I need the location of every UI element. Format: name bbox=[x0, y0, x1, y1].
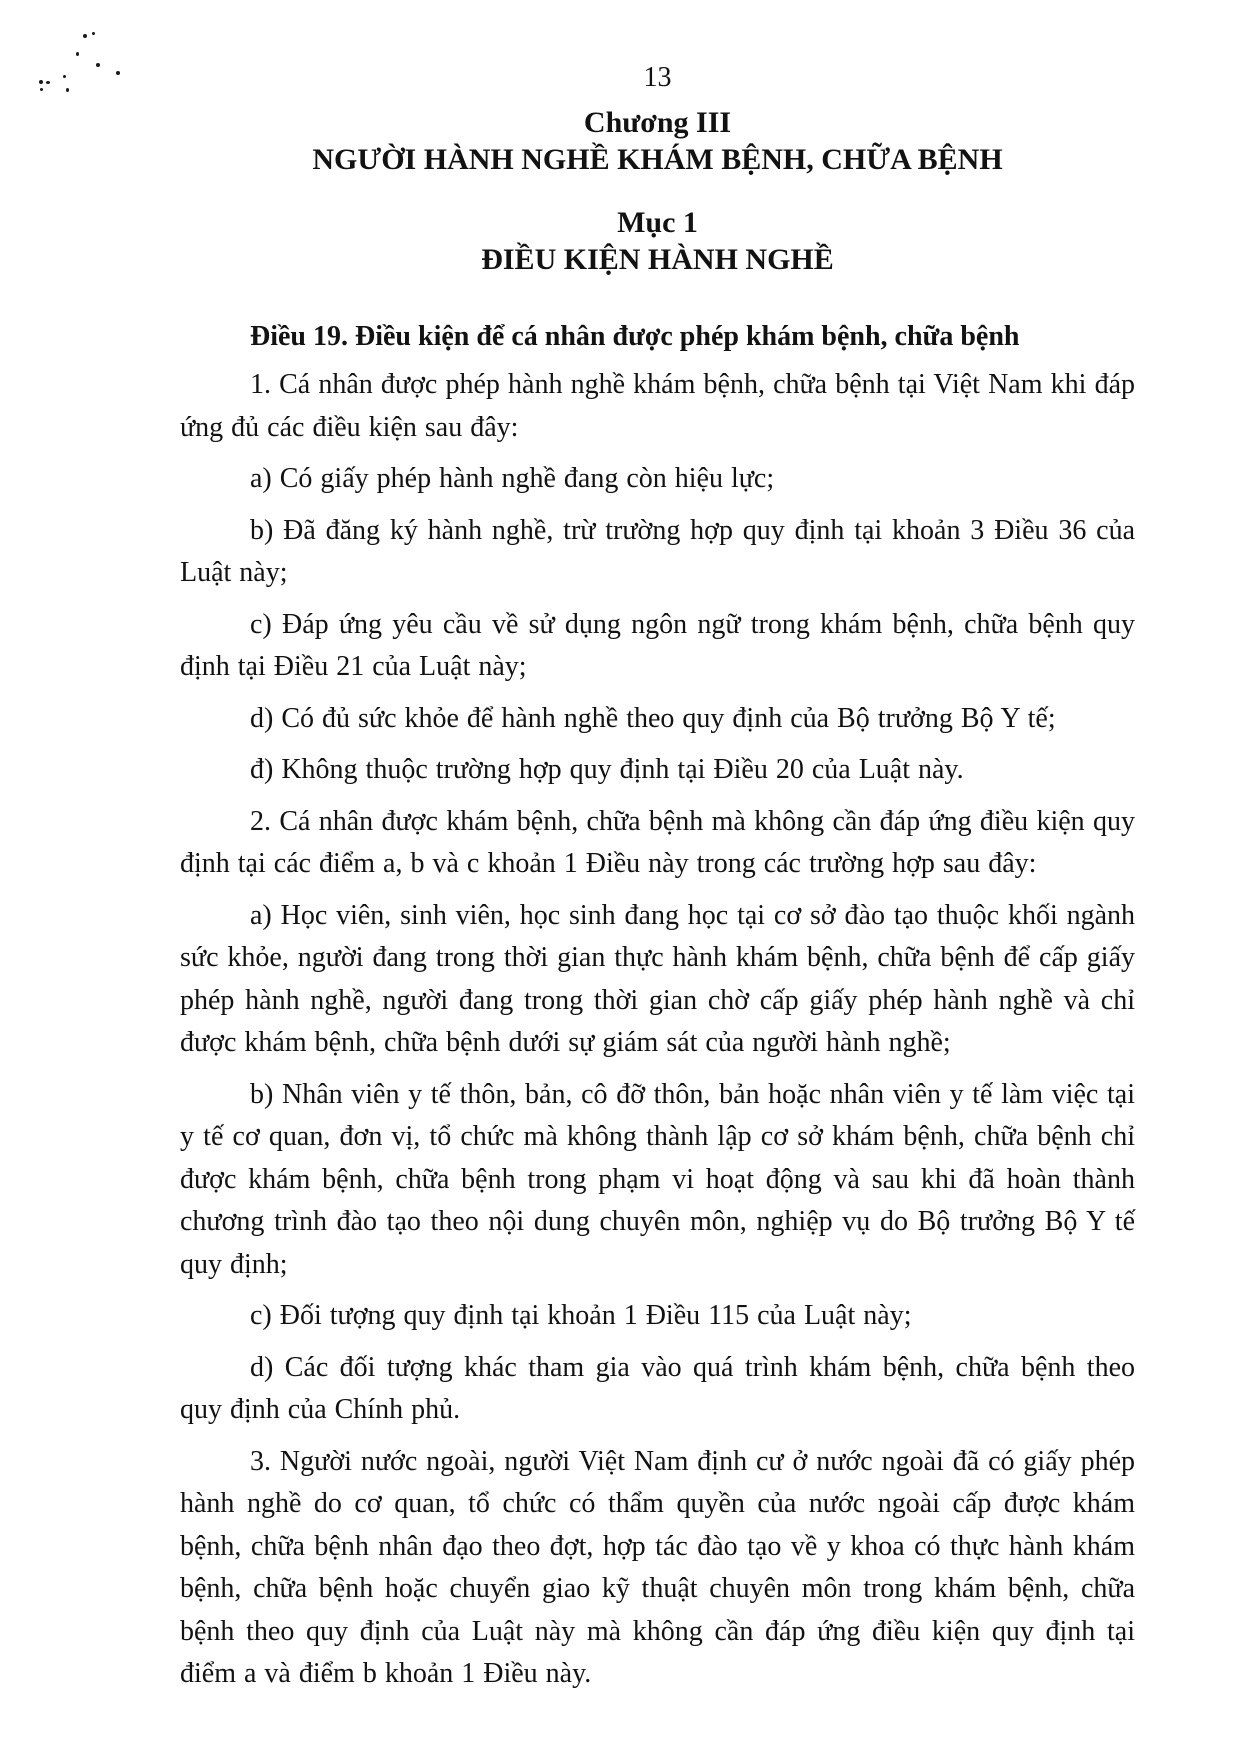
scan-speckle bbox=[116, 71, 120, 75]
chapter-label: Chương III bbox=[583, 106, 732, 139]
article-paragraph: c) Đối tượng quy định tại khoản 1 Điều 115 của Luật này; bbox=[250, 1300, 912, 1331]
scan-speckle bbox=[96, 63, 100, 67]
section-label: Mục 1 bbox=[617, 206, 698, 239]
scan-speckle bbox=[76, 52, 79, 56]
article-paragraph: b) Nhân viên y tế thôn, bản, cô đỡ thôn, bản hoặc nhân viên y tế làm việc tại y tế cơ quan, đơn vị, tổ chức mà không thành lập cơ sở khám bệnh, chữa bệnh chỉ được khám bệnh, chữa bệnh trong phạm vi hoạt động và sau khi đã hoàn thành chương trình đào tạo theo nội dung chuyên môn, nghiệp vụ do Bộ trưởng Bộ Y tế quy định; bbox=[180, 1078, 1135, 1280]
article-heading: Điều 19. Điều kiện để cá nhân được phép khám bệnh, chữa bệnh bbox=[250, 321, 1020, 352]
scan-speckle bbox=[66, 88, 69, 92]
article-paragraph: 3. Người nước ngoài, người Việt Nam định cư ở nước ngoài đã có giấy phép hành nghề do cơ quan, tổ chức có thẩm quyền của nước ngoài cấp được khám bệnh, chữa bệnh nhân đạo theo đợt, hợp tác đào tạo về y khoa có thực hành khám bệnh, chữa bệnh hoặc chuyển giao kỹ thuật chuyên môn trong khám bệnh, chữa bệnh theo quy định của Luật này mà không cần đáp ứng điều kiện quy định tại điểm a và điểm b khoản 1 Điều này. bbox=[180, 1445, 1135, 1689]
scan-speckle bbox=[83, 34, 87, 38]
article-paragraph: a) Có giấy phép hành nghề đang còn hiệu lực; bbox=[250, 463, 775, 494]
article-paragraph: 2. Cá nhân được khám bệnh, chữa bệnh mà không cần đáp ứng điều kiện quy định tại các điểm a, b và c khoản 1 Điều này trong các trường hợp sau đây: bbox=[180, 805, 1135, 879]
article-paragraph: đ) Không thuộc trường hợp quy định tại Điều 20 của Luật này. bbox=[250, 754, 964, 785]
article-paragraph: b) Đã đăng ký hành nghề, trừ trường hợp quy định tại khoản 3 Điều 36 của Luật này; bbox=[180, 514, 1135, 588]
section-title: ĐIỀU KIỆN HÀNH NGHỀ bbox=[481, 243, 834, 276]
scan-speckle bbox=[63, 75, 66, 78]
scan-speckle bbox=[40, 88, 43, 91]
page-number: 13 bbox=[643, 62, 672, 93]
scan-speckle bbox=[39, 80, 43, 84]
article-paragraph: c) Đáp ứng yêu cầu về sử dụng ngôn ngữ trong khám bệnh, chữa bệnh quy định tại Điều 21 của Luật này; bbox=[180, 608, 1135, 682]
scan-speckle bbox=[92, 32, 95, 35]
article-paragraph: a) Học viên, sinh viên, học sinh đang học tại cơ sở đào tạo thuộc khối ngành sức khỏe, người đang trong thời gian thực hành khám bệnh, chữa bệnh để cấp giấy phép hành nghề, người đang trong thời gian chờ cấp giấy phép hành nghề và chỉ được khám bệnh, chữa bệnh dưới sự giám sát của người hành nghề; bbox=[180, 899, 1135, 1058]
chapter-title: NGƯỜI HÀNH NGHỀ KHÁM BỆNH, CHỮA BỆNH bbox=[312, 143, 1003, 176]
scan-speckle bbox=[46, 81, 50, 84]
article-paragraph: d) Có đủ sức khỏe để hành nghề theo quy định của Bộ trưởng Bộ Y tế; bbox=[250, 702, 1056, 734]
article-paragraph: 1. Cá nhân được phép hành nghề khám bệnh, chữa bệnh tại Việt Nam khi đáp ứng đủ các điều kiện sau đây: bbox=[180, 369, 1135, 443]
article-paragraph: d) Các đối tượng khác tham gia vào quá trình khám bệnh, chữa bệnh theo quy định của Chính phủ. bbox=[180, 1351, 1135, 1425]
